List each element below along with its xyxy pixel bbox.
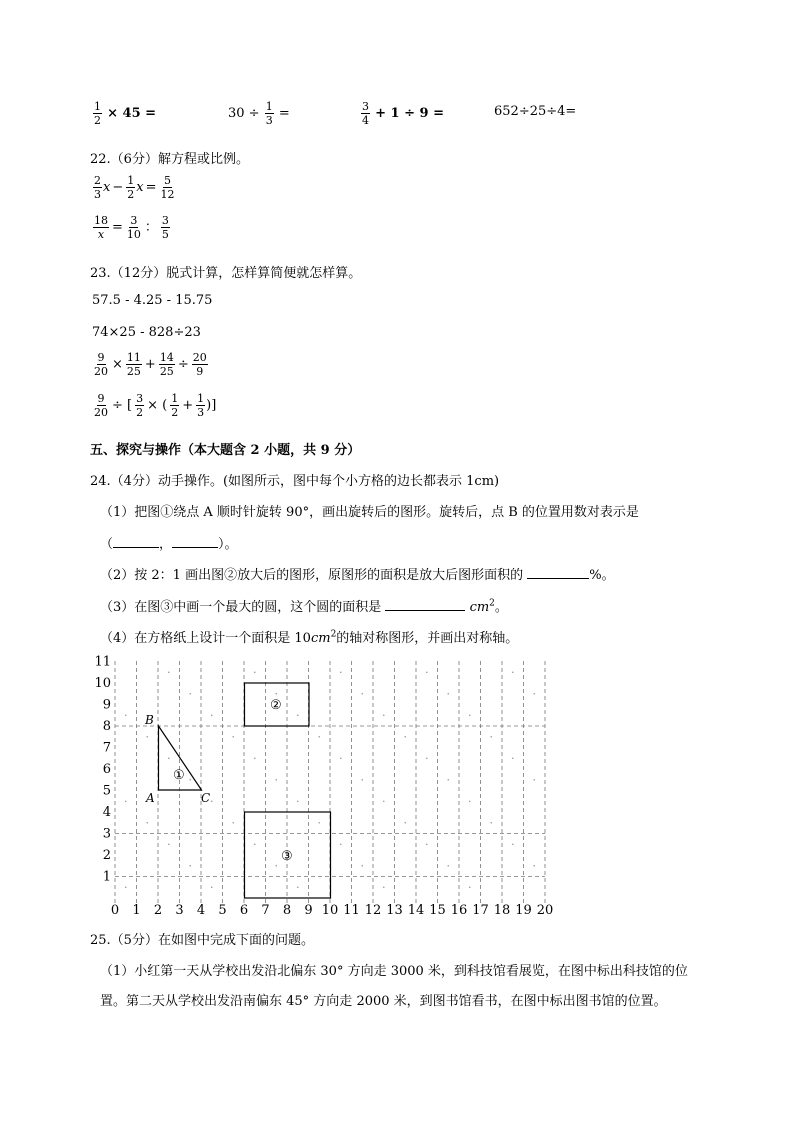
op: ×	[112, 357, 123, 372]
grid-dot	[469, 886, 471, 888]
frac-num: 11	[126, 351, 141, 364]
frac-num: 1	[127, 174, 135, 187]
question-24-header: 24.（4分）动手操作。(如图所示，图中每个小方格的边长都表示 1cm)	[90, 474, 500, 489]
grid-dot	[469, 714, 471, 716]
op: =	[112, 220, 123, 235]
op: +	[144, 357, 156, 372]
frac-den: 3	[94, 188, 101, 201]
shape-3-label: ③	[281, 849, 293, 864]
frac-num: 1	[265, 100, 273, 113]
grid-dot	[383, 714, 385, 716]
grid-dot	[125, 714, 127, 716]
x-tick-label: 4	[196, 903, 206, 918]
grid-figure[interactable]	[94, 650, 554, 920]
frac-den: 4	[362, 114, 369, 127]
x-tick-label: 1	[132, 903, 141, 918]
q24-part-3	[100, 596, 508, 615]
q24-part-1: （1）把图①绕点 A 顺时针旋转 90°，画出旋转后的图形。旋转后，点 B 的位置用数对表示是	[100, 505, 639, 520]
grid-dot	[340, 757, 342, 759]
grid-dot	[447, 693, 449, 695]
op: ÷ [	[112, 398, 133, 413]
frac-den: 5	[161, 228, 169, 241]
q24-part-4-text-b: 的轴对称图形，并画出对称轴。	[336, 631, 519, 646]
y-tick-label: 2	[102, 848, 111, 863]
comma: ，	[159, 537, 173, 552]
answer-blank[interactable]	[172, 547, 218, 548]
x-tick-label: 9	[304, 903, 313, 918]
frac-den: 25	[126, 365, 141, 378]
calc-line-4	[92, 392, 216, 419]
x-tick-label: 8	[282, 903, 292, 918]
grid-dot	[426, 757, 428, 759]
grid-dot	[146, 736, 148, 738]
unit-exp: 2	[489, 598, 495, 609]
answer-blank[interactable]	[385, 610, 465, 611]
y-tick-label: 5	[102, 783, 111, 799]
frac-den: 3	[197, 406, 205, 419]
grid-dot	[211, 800, 213, 802]
frac-num: 1	[94, 100, 101, 113]
frac-num: 3	[362, 100, 369, 113]
q24-part-3-text: （3）在图③中画一个最大的圆，这个圆的面积是	[100, 600, 382, 615]
x-tick-label: 6	[239, 903, 249, 918]
frac-den: 2	[127, 188, 135, 201]
x-tick-label: 18	[493, 903, 511, 918]
grid-dot	[254, 671, 256, 673]
section-5-title: 五、探究与操作（本大题含 2 小题，共 9 分）	[90, 443, 361, 458]
frac-num: 5	[164, 174, 171, 187]
q24-part-2-text: （2）按 2：1 画出图②放大后的图形，原图形的面积是放大后图形面积的	[100, 568, 524, 583]
frac-den: 3	[265, 114, 273, 127]
y-tick-label: 3	[102, 826, 111, 842]
grid-dot	[426, 671, 428, 673]
grid-dot	[254, 843, 256, 845]
period: 。	[494, 600, 508, 615]
expr-2	[228, 100, 290, 127]
x-tick-label: 13	[386, 903, 403, 918]
q24-part-1-answer	[100, 533, 238, 552]
frac-num: 9	[97, 392, 105, 405]
op: ÷	[177, 357, 189, 372]
y-tick-label: 6	[102, 762, 111, 777]
x-tick-label: 19	[515, 903, 532, 918]
x-tick-label: 3	[175, 903, 184, 918]
frac-den: 25	[159, 365, 174, 378]
grid-dot	[211, 886, 213, 888]
op: =	[145, 180, 157, 195]
q24-part-4	[100, 627, 518, 646]
equation-1	[92, 174, 177, 201]
x-tick-label: 11	[343, 903, 360, 918]
calc-line-3	[92, 351, 209, 378]
question-23-header: 23.（12分）脱式计算，怎样算简便就怎样算。	[90, 266, 362, 281]
frac-num: 3	[130, 214, 138, 227]
grid-dot	[447, 779, 449, 781]
grid-dot	[146, 822, 148, 824]
expr-1	[92, 100, 156, 127]
y-tick-label: 7	[102, 740, 111, 756]
x-tick-labels	[111, 903, 553, 918]
frac-den: x	[97, 228, 105, 241]
grid-dot	[361, 693, 363, 695]
expr-text: =	[278, 106, 290, 121]
point-c-label: C	[201, 791, 211, 805]
grid-dot	[275, 865, 277, 867]
op: × (	[147, 398, 168, 413]
grid-dot	[490, 822, 492, 824]
frac-num: 2	[94, 174, 101, 187]
q24-part-4-text-a: （4）在方格纸上设计一个面积是 10	[100, 631, 311, 646]
frac-num: 14	[159, 351, 174, 364]
frac-num: 1	[171, 392, 179, 405]
grid-dot	[512, 671, 514, 673]
x-tick-label: 5	[218, 903, 227, 918]
grid-dot	[404, 736, 406, 738]
frac-num: 9	[97, 351, 105, 364]
grid-dot	[426, 843, 428, 845]
grid-dot	[447, 865, 449, 867]
x-tick-label: 20	[536, 903, 554, 918]
x-tick-label: 7	[261, 903, 270, 918]
grid-dot	[232, 736, 234, 738]
frac-den: 12	[160, 188, 175, 201]
y-tick-label: 10	[94, 676, 111, 691]
grid-dot	[189, 779, 191, 781]
grid-dot	[318, 822, 320, 824]
point-a-label: A	[146, 791, 155, 805]
shape-2-label: ②	[270, 698, 282, 713]
frac-den: 10	[126, 228, 141, 241]
grid-dot	[297, 714, 299, 716]
q24-part-2	[100, 564, 615, 583]
grid-dot	[211, 714, 213, 716]
percent-sign: %。	[589, 568, 615, 583]
frac-den: 2	[136, 406, 144, 419]
y-tick-labels	[94, 655, 111, 885]
frac-num: 20	[192, 351, 207, 364]
grid-dot	[318, 736, 320, 738]
answer-blank[interactable]	[113, 547, 159, 548]
grid-dot	[297, 886, 299, 888]
frac-num: 18	[94, 214, 108, 227]
grid-dot	[490, 736, 492, 738]
y-tick-label: 4	[102, 805, 111, 820]
x-tick-label: 10	[321, 903, 339, 918]
expr-text: 30 ÷	[228, 106, 260, 121]
frac-num: 3	[161, 214, 169, 227]
paren-close: ）。	[218, 537, 238, 552]
op: −	[112, 180, 124, 195]
grid-dot	[383, 800, 385, 802]
frac-den: 20	[94, 365, 108, 378]
expr-text: × 45 =	[107, 106, 157, 121]
var-x: x	[136, 180, 144, 195]
y-tick-label: 9	[102, 697, 111, 713]
unit: cm	[469, 600, 490, 615]
y-tick-label: 8	[102, 719, 111, 734]
x-tick-label: 17	[472, 903, 489, 918]
grid-dot	[404, 822, 406, 824]
x-tick-label: 16	[450, 903, 468, 918]
x-tick-label: 12	[364, 903, 382, 918]
grid-dot	[168, 757, 170, 759]
grid-dot	[189, 865, 191, 867]
grid-dot	[533, 779, 535, 781]
grid-dot	[469, 800, 471, 802]
frac-den: 9	[196, 365, 204, 378]
grid-dot	[275, 693, 277, 695]
grid-dot	[125, 886, 127, 888]
grid-dot	[512, 757, 514, 759]
grid-dot	[512, 843, 514, 845]
calc-line-1: 57.5 - 4.25 - 15.75	[92, 293, 213, 308]
q25-part-1-cont: 置。第二天从学校出发沿南偏东 45° 方向走 2000 米，到图书馆看书，在图中标出图书馆的位置。	[100, 994, 667, 1009]
x-tick-label: 14	[407, 903, 425, 918]
grid-dot	[168, 843, 170, 845]
y-tick-label: 1	[102, 869, 111, 885]
grid-dot	[168, 671, 170, 673]
frac-num: 1	[197, 392, 205, 405]
q25-part-1: （1）小红第一天从学校出发沿北偏东 30° 方向走 3000 米，到科技馆看展览，在图中标出科技馆的位	[100, 964, 688, 979]
grid-dot	[340, 843, 342, 845]
question-25-header: 25.（5分）在如图中完成下面的问题。	[90, 933, 314, 948]
equation-2	[92, 214, 171, 241]
grid-dot	[297, 800, 299, 802]
grid-dot	[254, 757, 256, 759]
x-tick-label: 15	[429, 903, 446, 918]
unit-exp: 2	[330, 629, 337, 640]
grid-dot	[232, 822, 234, 824]
op: )]	[206, 398, 217, 413]
op: +	[182, 398, 194, 413]
expr-4: 652÷25÷4=	[494, 104, 577, 119]
paren-open: （	[100, 537, 114, 552]
grid-dot	[361, 779, 363, 781]
grid-dot	[533, 865, 535, 867]
grid-dot	[125, 800, 127, 802]
op: ：	[144, 220, 158, 235]
frac-den: 20	[94, 406, 108, 419]
y-tick-label: 11	[94, 654, 111, 670]
grid-dot	[189, 693, 191, 695]
question-22-header: 22.（6分）解方程或比例。	[90, 152, 249, 167]
frac-den: 2	[94, 114, 101, 127]
x-tick-label: 0	[110, 903, 120, 918]
unit: cm	[310, 631, 331, 646]
grid-dot	[275, 779, 277, 781]
grid-dot	[340, 671, 342, 673]
var-x: x	[103, 180, 111, 195]
grid-dot	[361, 865, 363, 867]
frac-num: 3	[136, 392, 144, 405]
expr-3	[360, 100, 444, 127]
answer-blank[interactable]	[527, 578, 589, 579]
x-tick-label: 2	[153, 903, 163, 918]
point-b-label: B	[145, 713, 154, 727]
calc-line-2: 74×25 - 828÷23	[92, 325, 201, 340]
frac-den: 2	[171, 406, 179, 419]
grid-dot	[383, 886, 385, 888]
grid-dot	[533, 693, 535, 695]
expr-text: + 1 ÷ 9 =	[375, 106, 445, 121]
shape-1-label: ①	[173, 768, 185, 783]
